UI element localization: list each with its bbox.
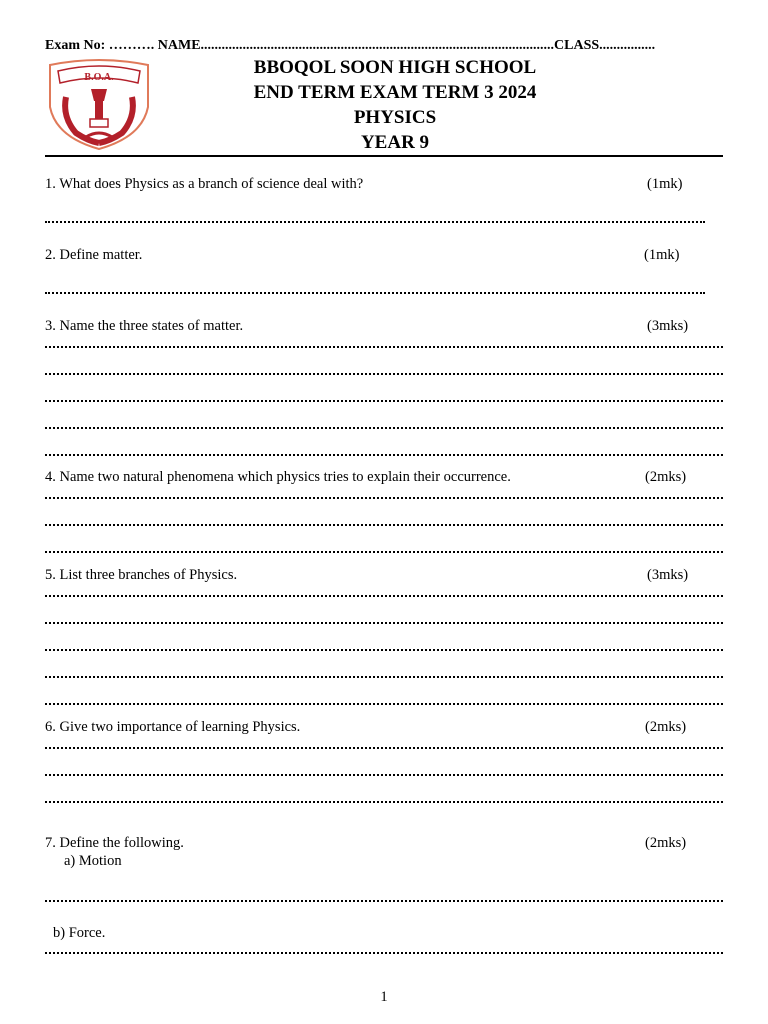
question-4: 4. Name two natural phenomena which physics tries to explain their occurrence.	[45, 469, 511, 485]
answer-line[interactable]	[45, 373, 723, 375]
school-crest-icon	[46, 57, 152, 151]
page-number: 1	[380, 989, 388, 1005]
answer-line[interactable]	[45, 676, 723, 678]
question-4-marks: (2mks)	[645, 469, 687, 485]
answer-line[interactable]	[45, 551, 723, 553]
answer-line[interactable]	[45, 221, 705, 223]
question-1: 1. What does Physics as a branch of science deal with?	[45, 176, 364, 192]
school-name: BBOQOL SOON HIGH SCHOOL	[253, 57, 537, 78]
question-7: 7. Define the following.	[45, 835, 184, 851]
answer-line[interactable]	[45, 427, 723, 429]
question-3: 3. Name the three states of matter.	[45, 318, 244, 334]
answer-line[interactable]	[45, 952, 723, 954]
answer-line[interactable]	[45, 454, 723, 456]
answer-line[interactable]	[45, 595, 723, 597]
question-3-marks: (3mks)	[647, 318, 689, 334]
question-6: 6. Give two importance of learning Physics.	[45, 719, 301, 735]
exam-title: END TERM EXAM TERM 3 2024	[253, 82, 537, 103]
answer-line[interactable]	[45, 292, 705, 294]
answer-line[interactable]	[45, 622, 723, 624]
answer-line[interactable]	[45, 497, 723, 499]
answer-line[interactable]	[45, 649, 723, 651]
answer-line[interactable]	[45, 900, 723, 902]
answer-line[interactable]	[45, 703, 723, 705]
question-1-marks: (1mk)	[647, 176, 683, 192]
answer-line[interactable]	[45, 747, 723, 749]
question-5-marks: (3mks)	[647, 567, 689, 583]
exam-info-line: Exam No: ………. NAME.....................................................................................................CLASS................	[45, 38, 656, 53]
answer-line[interactable]	[45, 774, 723, 776]
answer-line[interactable]	[45, 346, 723, 348]
question-7-marks: (2mks)	[645, 835, 687, 851]
header-divider	[45, 155, 723, 157]
crest-initials: B.O.A.	[84, 72, 114, 83]
question-7b: b) Force.	[53, 925, 106, 941]
answer-line[interactable]	[45, 801, 723, 803]
subject-title: PHYSICS	[353, 107, 437, 128]
year-title: YEAR 9	[360, 132, 430, 153]
answer-line[interactable]	[45, 400, 723, 402]
answer-line[interactable]	[45, 524, 723, 526]
question-5: 5. List three branches of Physics.	[45, 567, 238, 583]
question-2-marks: (1mk)	[644, 247, 680, 263]
question-7a: a) Motion	[64, 853, 122, 869]
question-6-marks: (2mks)	[645, 719, 687, 735]
question-2: 2. Define matter.	[45, 247, 143, 263]
